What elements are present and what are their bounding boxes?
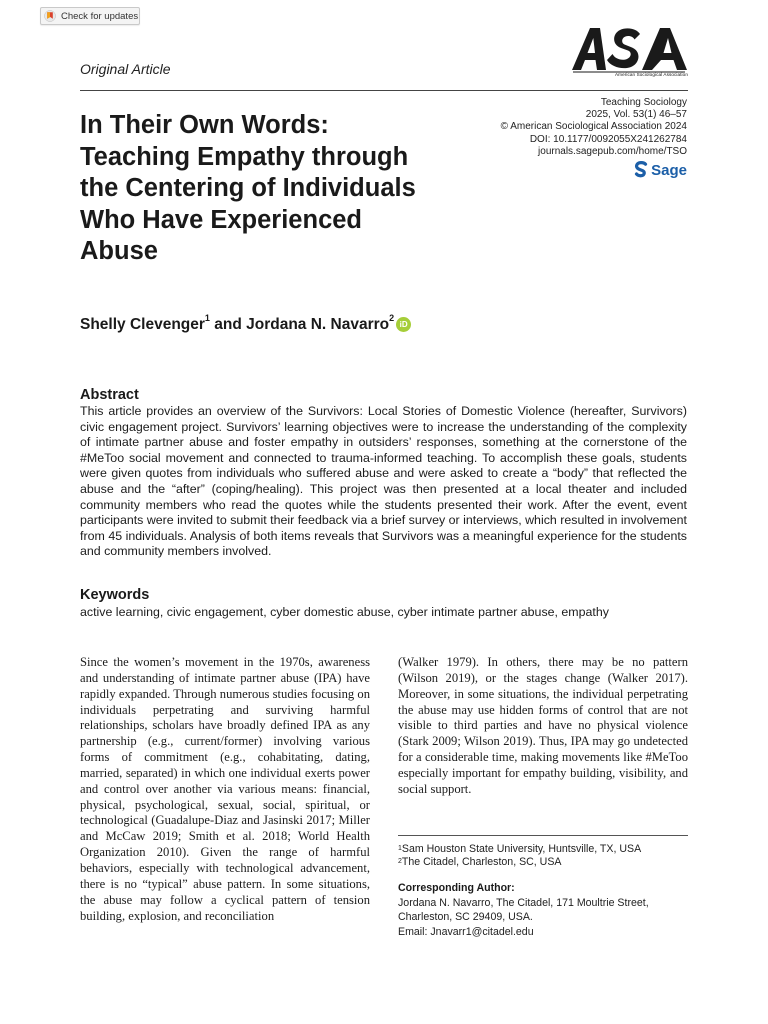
- asa-logo-subtitle: American Sociological Association: [614, 72, 688, 77]
- affiliation-number: 2: [398, 858, 402, 866]
- journal-url-link[interactable]: journals.sagepub.com/home/TSO: [538, 145, 687, 157]
- crossmark-icon: [44, 10, 56, 22]
- author-connector: and: [214, 316, 242, 333]
- sage-s-icon: [634, 161, 648, 179]
- sage-logo: [634, 161, 687, 179]
- affiliation-text: Sam Houston State University, Huntsville, TX, USA: [401, 843, 642, 855]
- body-column-right: (Walker 1979). In others, there may be no pattern (Wilson 2019), or the stages change (Walker 2017). Moreover, in some situations, the individual perpetrating the abuse may use hidden forms of control that are not visible to third parties and have no physical violence (Stark 2009; Wilson 2019). Thus, IPA may go undetected for a considerable time, making movements like #MeToo especially important for empathy building, visibility, and social support.: [398, 655, 688, 796]
- header-rule: [80, 90, 688, 91]
- author-list: Shelly Clevenger $^1$ and Jordana N. Navarro $^2$ iD: [80, 316, 411, 334]
- corresponding-author-details: [398, 896, 649, 939]
- journal-name: Teaching Sociology: [600, 97, 687, 108]
- title-line: In Their Own Words:: [80, 111, 329, 139]
- abstract-text: This article provides an overview of the Survivors: Local Stories of Domestic Violence (hereafter, Survivors) civic engagement project. Survivors’ learning objectives were to increase the understanding of the complexity of intimate partner abuse and foster empathy in outsiders’ responses, something at the cornerstone of the #MeToo social movement and connected to trauma-informed teaching. To accomplish these goals, students were given quotes from individuals who suffered abuse and were asked to create a “body” that reflected the abuse and the “after” (coping/healing). This project was then presented at a local theater and included community members who read the quotes while the students presented their work. After the event, event participants were invited to submit their feedback via a brief survey or interviews, which resulted in involvement from 45 individuals. Analysis of both items reveals that Survivors was a meaningful experience for the students and community members involved.: [80, 404, 687, 559]
- check-for-updates-button[interactable]: [40, 7, 140, 25]
- author-name: Shelly Clevenger: [80, 316, 205, 333]
- affiliations: [398, 843, 641, 870]
- corresponding-line: Charleston, SC 29409, USA.: [398, 911, 533, 924]
- keywords-text: active learning, civic engagement, cyber domestic abuse, cyber intimate partner abuse, empathy: [80, 605, 609, 619]
- affiliation-item: [398, 856, 641, 869]
- article-title: [80, 110, 480, 268]
- asa-logo: [570, 24, 690, 78]
- volume-info: 2025, Vol. 53(1) 46–57: [585, 109, 687, 121]
- title-line: Teaching Empathy through: [80, 142, 409, 171]
- check-for-updates-label: Check for updates: [61, 10, 139, 22]
- affiliation-text: The Citadel, Charleston, SC, USA: [401, 856, 562, 869]
- author-name: Jordana N. Navarro: [246, 316, 390, 333]
- asa-logo-mark: [570, 24, 690, 74]
- corresponding-author-heading: Corresponding Author:: [398, 882, 515, 894]
- article-type: Original Article: [80, 61, 171, 77]
- corresponding-email-link[interactable]: Email: Jnavarr1@citadel.edu: [398, 925, 534, 938]
- corresponding-line: Jordana N. Navarro, The Citadel, 171 Moultrie Street,: [398, 897, 649, 909]
- title-line: Abuse: [80, 237, 158, 265]
- title-line: the Centering of Individuals: [80, 174, 416, 202]
- sage-logo-label: Sage: [651, 161, 687, 179]
- affiliation-item: [398, 843, 641, 856]
- title-line: Who Have Experienced: [80, 205, 363, 234]
- body-column-left: Since the women’s movement in the 1970s, awareness and understanding of intimate partner abuse (IPA) have rapidly expanded. Through numerous studies focusing on individuals perpetrating and surviving harmful relationships, scholars have broadly defined IPA as any partnership (e.g., current/former) involving various forms of commitment (e.g., cohabitating, dating, married, separated) in which one individual exerts power and control over another via various means: financial, physical, psychological, sexual, social, spiritual, or technological (Guadalupe-Diaz and Jasinski 2017; Miller and McCaw 2019; Smith et al. 2018; World Health Organization 2010). Given the range of harmful behaviors, especially with technological advancement, there is no “typical” abuse pattern. In some situations, the abuse may follow a cyclical pattern of tension building, explosion, and reconciliation: [80, 655, 370, 923]
- abstract-heading: Abstract: [80, 387, 139, 403]
- affiliation-number: 1: [398, 845, 402, 852]
- copyright-line: © American Sociological Association 2024: [500, 121, 687, 133]
- orcid-icon[interactable]: iD: [396, 317, 411, 332]
- doi-link[interactable]: DOI: 10.1177/0092055X241262784: [529, 133, 687, 145]
- keywords-heading: Keywords: [80, 587, 150, 603]
- footnote-rule: [398, 835, 688, 836]
